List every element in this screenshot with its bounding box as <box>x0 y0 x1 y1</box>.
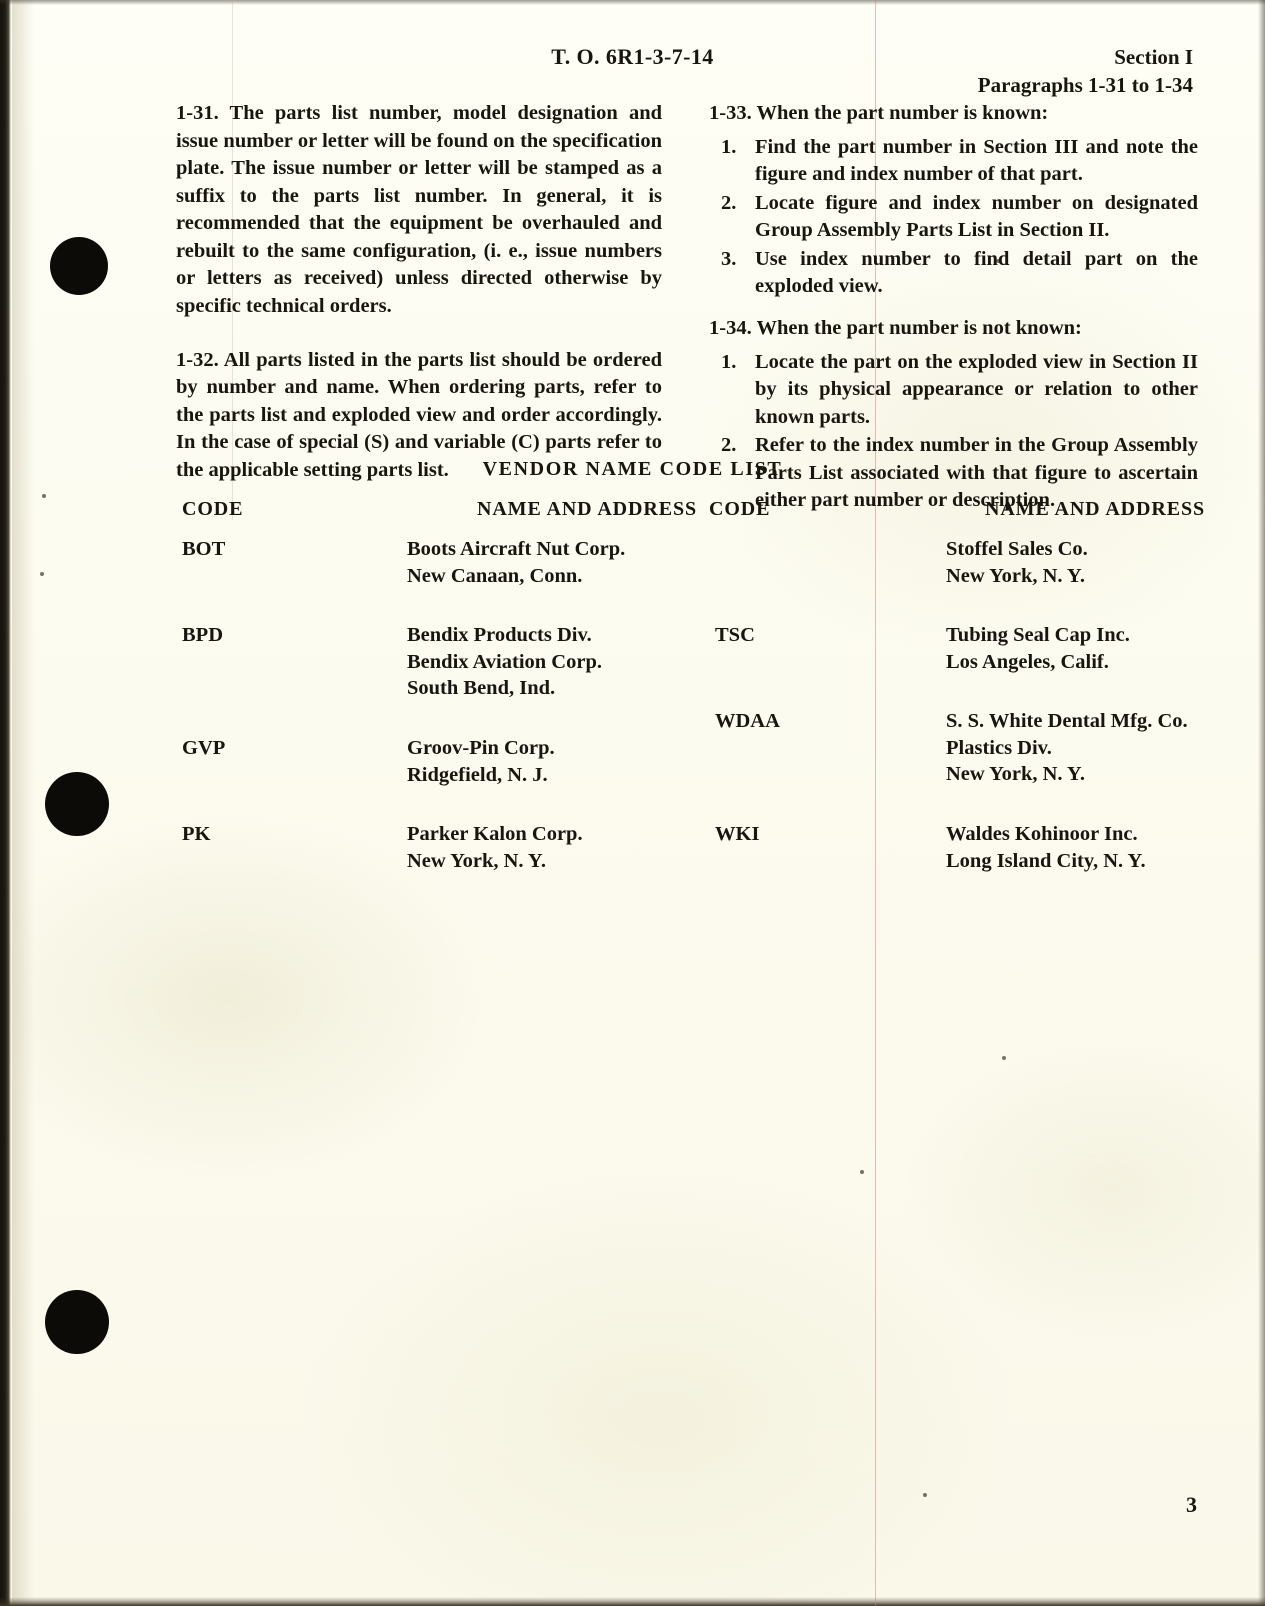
scan-edge-right <box>1258 0 1265 1606</box>
vendor-name-and-address <box>407 622 602 702</box>
vendor-list-title: VENDOR NAME CODE LIST <box>482 458 783 480</box>
list-item <box>709 349 1198 432</box>
vendor-code: TSC <box>715 624 755 646</box>
list-item-number: 2. <box>721 191 737 214</box>
vendor-address-line: New York, N. Y. <box>407 849 546 872</box>
vendor-code: PK <box>182 823 211 845</box>
page-number: 3 <box>1186 1492 1197 1517</box>
list-item-number: 1. <box>721 135 737 158</box>
steps-list-1-34 <box>709 349 1198 515</box>
technical-order-number: T. O. 6R1-3-7-14 <box>551 44 714 69</box>
paragraph-number: 1-34. <box>709 316 752 339</box>
section-label: Section I <box>1114 45 1193 69</box>
paragraph-heading-text: When the part number is not known: <box>756 316 1082 339</box>
paragraph-number: 1-33. <box>709 102 752 124</box>
vendor-name-and-address <box>946 622 1130 675</box>
left-text-column <box>176 100 662 484</box>
vendor-name-and-address <box>946 821 1146 874</box>
vendor-address-line: Boots Aircraft Nut Corp. <box>407 538 626 560</box>
list-item <box>709 134 1198 189</box>
column-header-name-1: NAME AND ADDRESS <box>477 498 697 520</box>
vendor-name-and-address <box>946 708 1188 788</box>
column-header-code-1: CODE <box>182 498 244 520</box>
paragraph-number: 1-31. <box>176 102 219 124</box>
vendor-address-line: Groov-Pin Corp. <box>407 737 555 759</box>
column-header-code-2: CODE <box>709 498 771 520</box>
list-item-text: Locate figure and index number on designated Group Assembly Parts List in Section II. <box>755 191 1198 242</box>
vendor-address-line: Los Angeles, Calif. <box>946 650 1109 673</box>
list-item-text: Find the part number in Section III and note the figure and index number of that part. <box>755 135 1198 186</box>
vendor-address-line: Ridgefield, N. J. <box>407 763 548 786</box>
list-item-number: 2. <box>721 434 737 457</box>
vendor-address-line: New Canaan, Conn. <box>407 564 583 587</box>
vendor-address-line: Stoffel Sales Co. <box>946 538 1088 560</box>
vendor-name-and-address <box>407 735 555 788</box>
paper-speck <box>923 1493 927 1497</box>
hole-punch <box>45 772 109 836</box>
vendor-address-line: Plastics Div. <box>946 736 1052 759</box>
scan-edge-bottom <box>0 1597 1265 1606</box>
paragraph-number: 1-32. <box>176 348 219 371</box>
vendor-code: WDAA <box>715 710 780 732</box>
vendor-list-header-row <box>0 498 1265 526</box>
list-item-text: Use index number to find detail part on the exploded view. <box>755 247 1198 298</box>
paper-speck <box>40 572 44 576</box>
list-item-text: Locate the part on the exploded view in Section II by its physical appearance or relation to other known parts. <box>755 350 1198 428</box>
paragraph-body: All parts listed in the parts list should be ordered by number and name. When ordering parts, refer to the parts list and exploded view and order accordingly. In the case of special (S) and variable (C) parts refer to the applicable setting parts list. <box>176 348 663 481</box>
paper-speck <box>860 1170 864 1174</box>
header-section-block <box>978 44 1193 99</box>
vendor-name-and-address <box>946 536 1088 589</box>
vendor-address-line: South Bend, Ind. <box>407 677 556 700</box>
paper-fold-shadow <box>12 0 38 1606</box>
list-item <box>709 190 1198 245</box>
paragraph-1-33-heading <box>709 100 1198 128</box>
vendor-address-line: Long Island City, N. Y. <box>946 849 1146 872</box>
list-item-number: 3. <box>721 247 737 270</box>
vendor-address-line: Parker Kalon Corp. <box>407 823 583 845</box>
vendor-name-and-address <box>407 536 625 589</box>
vendor-address-line: Bendix Aviation Corp. <box>407 650 602 673</box>
paragraph-heading-text: When the part number is known: <box>756 102 1049 124</box>
scan-edge-left <box>0 0 11 1606</box>
vendor-name-and-address <box>407 821 583 874</box>
vendor-address-line: New York, N. Y. <box>946 564 1085 587</box>
hole-punch <box>50 237 108 295</box>
vendor-address-line: S. S. White Dental Mfg. Co. <box>946 710 1188 732</box>
paragraph-range: Paragraphs 1-31 to 1-34 <box>977 72 1193 97</box>
column-header-name-2: NAME AND ADDRESS <box>985 498 1205 520</box>
scan-edge-top <box>0 0 1265 5</box>
list-item-number: 1. <box>721 350 737 373</box>
vendor-code: BPD <box>182 624 223 646</box>
list-item <box>709 246 1198 301</box>
vendor-code: GVP <box>182 737 226 759</box>
vendor-address-line: New York, N. Y. <box>946 763 1085 786</box>
list-item-text: Refer to the index number in the Group Assembly Parts List associated with that figure to ascertain either part number or description. <box>755 434 1198 512</box>
paragraph-body: The parts list number, model designation and issue number or letter will be found on the specification plate. The issue number or letter will be stamped as a suffix to the parts list number. In general, it is recommended that the equipment be overhauled and rebuilt to the same configuration, (i. e., issue numbers or letters as received) unless directed otherwise by specific technical orders. <box>176 102 663 317</box>
vendor-address-line: Waldes Kohinoor Inc. <box>946 823 1138 845</box>
paper-speck <box>1002 1056 1006 1060</box>
vendor-address-line: Tubing Seal Cap Inc. <box>946 624 1130 646</box>
hole-punch <box>45 1290 109 1354</box>
paragraph-1-34-heading <box>709 315 1198 343</box>
steps-list-1-33 <box>709 134 1198 301</box>
vendor-address-line: Bendix Products Div. <box>407 624 592 646</box>
vendor-code: WKI <box>715 823 760 845</box>
paragraph-1-31 <box>176 100 662 321</box>
vendor-code: BOT <box>182 538 226 560</box>
